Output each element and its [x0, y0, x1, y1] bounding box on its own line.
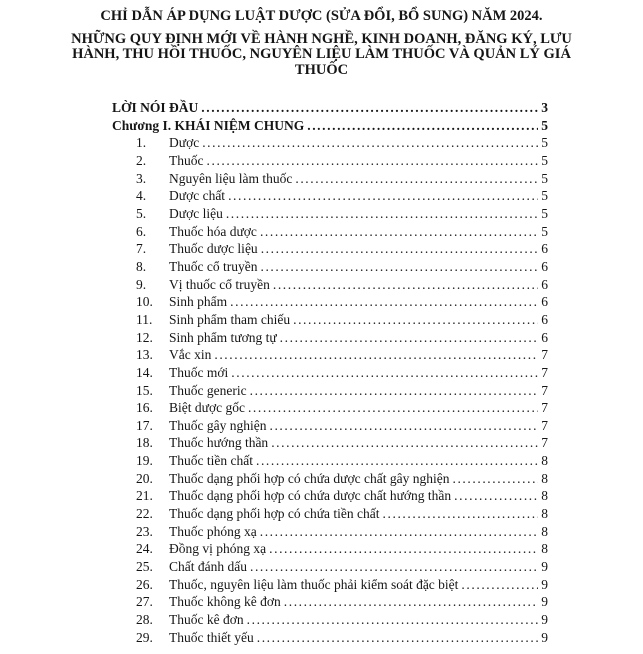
toc-entry: [112, 629, 548, 647]
toc-leader-dots: [230, 293, 538, 311]
toc-entry-label: Thuốc dược liệu: [169, 241, 258, 257]
toc-entry: [112, 117, 548, 135]
toc-leader-dots: [452, 470, 538, 488]
toc-leader-dots: [383, 505, 539, 523]
toc-entry-number: 7.: [136, 241, 147, 257]
title-line: CHỈ DẪN ÁP DỤNG LUẬT DƯỢC (SỬA ĐỔI, BỔ SUNG) NĂM 2024.: [100, 8, 543, 24]
toc-entry-label: Thuốc hóa dược: [169, 223, 257, 239]
toc-entry-page: 5: [541, 117, 548, 133]
toc-leader-dots: [256, 452, 538, 470]
toc-entry: [112, 487, 548, 505]
toc-entry: [112, 523, 548, 541]
toc-entry-label: Thuốc hướng thần: [169, 435, 269, 451]
toc-leader-dots: [293, 311, 538, 329]
toc-leader-dots: [226, 205, 538, 223]
toc-entry-label: Sinh phẩm: [169, 294, 228, 310]
toc-entry-label: Thuốc không kê đơn: [169, 594, 281, 610]
toc-entry: [112, 223, 548, 241]
toc-entry-label: Thuốc phóng xạ: [169, 523, 257, 539]
toc-entry-page: 5: [541, 223, 548, 239]
toc-entry-page: 9: [541, 612, 548, 628]
toc-entry: [112, 276, 548, 294]
toc-entry-page: 7: [541, 364, 548, 380]
toc-entry-page: 6: [541, 258, 548, 274]
toc-entry-page: 7: [541, 417, 548, 433]
toc-entry: [112, 187, 548, 205]
toc-entry-number: 13.: [136, 347, 153, 363]
toc-entry: [112, 382, 548, 400]
toc-entry-label: Thuốc gây nghiện: [169, 417, 267, 433]
toc-entry-page: 8: [541, 541, 548, 557]
toc-leader-dots: [271, 434, 538, 452]
toc-entry-label: Thuốc kê đơn: [169, 612, 244, 628]
toc-entry: [112, 399, 548, 417]
toc-entry: [112, 258, 548, 276]
toc-entry-label: Thuốc dạng phối hợp có chứa dược chất gây nghiện: [169, 470, 450, 486]
toc-entry-page: 5: [541, 135, 548, 151]
toc-entry: [112, 364, 548, 382]
toc-entry-label: LỜI NÓI ĐẦU: [112, 100, 199, 115]
toc-entry: [112, 593, 548, 611]
toc-entry: [112, 329, 548, 347]
toc-entry: [112, 152, 548, 170]
toc-entry-number: 2.: [136, 152, 147, 168]
toc-leader-dots: [273, 276, 538, 294]
toc-entry-number: 11.: [136, 311, 153, 327]
toc-entry-label: Thuốc dạng phối hợp có chứa tiền chất: [169, 506, 380, 522]
toc-entry: [112, 505, 548, 523]
toc-leader-dots: [269, 540, 538, 558]
toc-entry-number: 9.: [136, 276, 147, 292]
toc-entry-page: 8: [541, 506, 548, 522]
toc-leader-dots: [295, 170, 538, 188]
toc-leader-dots: [280, 329, 539, 347]
toc-leader-dots: [284, 593, 539, 611]
toc-entry-label: Vị thuốc cổ truyền: [169, 276, 270, 292]
toc-entry-label: Thuốc, nguyên liệu làm thuốc phải kiểm soát đặc biệt: [169, 576, 459, 592]
toc-entry: [112, 611, 548, 629]
toc-entry-page: 6: [541, 311, 548, 327]
toc-entry: [112, 434, 548, 452]
toc-entry-number: 5.: [136, 205, 147, 221]
toc-entry: [112, 205, 548, 223]
toc-entry-number: 14.: [136, 364, 153, 380]
toc-entry-number: 27.: [136, 594, 153, 610]
toc-entry-label: Thuốc mới: [169, 364, 229, 380]
toc-entry-label: Đồng vị phóng xạ: [169, 541, 267, 557]
toc-leader-dots: [260, 258, 538, 276]
toc-entry: [112, 558, 548, 576]
toc-entry: [112, 576, 548, 594]
toc-list: [112, 99, 548, 646]
toc-leader-dots: [201, 99, 538, 117]
toc-entry-number: 24.: [136, 541, 153, 557]
toc-leader-dots: [250, 558, 538, 576]
toc-entry-page: 7: [541, 400, 548, 416]
toc-entry-label: Dược: [169, 135, 200, 151]
toc-entry-page: 9: [541, 629, 548, 645]
toc-leader-dots: [260, 223, 538, 241]
toc-entry-number: 6.: [136, 223, 147, 239]
toc-entry-number: 15.: [136, 382, 153, 398]
toc-entry: [112, 452, 548, 470]
toc-entry: [112, 240, 548, 258]
toc-entry-number: 29.: [136, 629, 153, 645]
toc-entry-label: Sinh phẩm tham chiếu: [169, 311, 291, 327]
toc-entry-page: 5: [541, 170, 548, 186]
toc-entry-page: 8: [541, 523, 548, 539]
toc-entry-number: 20.: [136, 470, 153, 486]
toc-leader-dots: [247, 611, 539, 629]
toc-leader-dots: [250, 382, 539, 400]
toc-entry-page: 9: [541, 559, 548, 575]
toc-entry-label: Dược liệu: [169, 205, 223, 221]
toc-entry-number: 17.: [136, 417, 153, 433]
toc-entry-label: Sinh phẩm tương tự: [169, 329, 277, 345]
toc-entry-number: 8.: [136, 258, 147, 274]
toc-entry-number: 19.: [136, 453, 153, 469]
toc-entry-page: 6: [541, 294, 548, 310]
toc-entry-label: Thuốc dạng phối hợp có chứa dược chất hướng thần: [169, 488, 452, 504]
toc-entry-number: 4.: [136, 188, 147, 204]
toc-entry-number: 10.: [136, 294, 153, 310]
toc-entry: [112, 346, 548, 364]
toc-entry: [112, 311, 548, 329]
toc-entry-page: 9: [541, 594, 548, 610]
document-title: [70, 9, 573, 78]
toc-entry-number: 22.: [136, 506, 153, 522]
toc-entry-page: 3: [541, 100, 548, 115]
toc-entry-page: 5: [541, 205, 548, 221]
toc-leader-dots: [461, 576, 538, 594]
toc-leader-dots: [257, 629, 539, 647]
toc-entry-page: 7: [541, 382, 548, 398]
toc-entry-number: 26.: [136, 576, 153, 592]
toc-entry-label: Vắc xin: [169, 347, 212, 363]
toc-leader-dots: [228, 187, 538, 205]
toc-entry-page: 5: [541, 188, 548, 204]
subtitle-line: THUỐC: [294, 61, 349, 78]
toc-entry-number: 12.: [136, 329, 153, 345]
toc-entry-label: Dược chất: [169, 188, 226, 204]
toc-entry-number: 18.: [136, 435, 153, 451]
toc-entry-page: 8: [541, 453, 548, 469]
toc-entry-label: Nguyên liệu làm thuốc: [169, 170, 293, 186]
toc-entry-page: 5: [541, 152, 548, 168]
toc-entry-label: Biệt dược gốc: [169, 400, 245, 416]
toc-entry: [112, 99, 548, 117]
toc-leader-dots: [269, 417, 538, 435]
toc-entry: [112, 170, 548, 188]
toc-entry-label: Chương I. KHÁI NIỆM CHUNG: [112, 117, 305, 133]
toc-entry-page: 7: [541, 435, 548, 451]
toc-entry-number: 3.: [136, 170, 147, 186]
toc-entry-page: 9: [541, 576, 548, 592]
toc-entry-page: 7: [541, 347, 548, 363]
toc-entry-label: Thuốc cổ truyền: [169, 258, 258, 274]
toc-leader-dots: [260, 523, 539, 541]
toc-entry-number: 21.: [136, 488, 153, 504]
toc-entry-page: 6: [541, 276, 548, 292]
toc-leader-dots: [454, 487, 538, 505]
toc-entry-label: Thuốc thiết yếu: [169, 629, 254, 645]
toc-entry-label: Thuốc: [169, 152, 204, 168]
toc-leader-dots: [214, 346, 538, 364]
subtitle-line: NHỮNG QUY ĐỊNH MỚI VỀ HÀNH NGHỀ, KINH DOANH, ĐĂNG KÝ, LƯU: [71, 30, 572, 47]
toc-leader-dots: [202, 134, 538, 152]
toc-entry-page: 8: [541, 488, 548, 504]
toc-entry: [112, 470, 548, 488]
toc-leader-dots: [248, 399, 538, 417]
toc-entry-label: Chất đánh dấu: [169, 559, 247, 575]
toc-entry-number: 25.: [136, 559, 153, 575]
toc-entry-number: 23.: [136, 523, 153, 539]
toc-entry: [112, 293, 548, 311]
toc-entry-label: Thuốc generic: [169, 382, 247, 398]
toc-leader-dots: [231, 364, 538, 382]
toc-entry-number: 28.: [136, 612, 153, 628]
toc-entry-number: 16.: [136, 400, 153, 416]
toc-entry-page: 6: [541, 241, 548, 257]
toc-entry-page: 6: [541, 329, 548, 345]
toc-leader-dots: [307, 117, 538, 135]
toc-leader-dots: [207, 152, 539, 170]
toc-entry: [112, 134, 548, 152]
toc-leader-dots: [261, 240, 539, 258]
toc-entry-label: Thuốc tiền chất: [169, 453, 253, 469]
toc-entry-number: 1.: [136, 135, 147, 151]
subtitle-line: HÀNH, THU HỒI THUỐC, NGUYÊN LIỆU LÀM THUỐC VÀ QUẢN LÝ GIÁ: [72, 46, 571, 62]
toc-entry-page: 8: [541, 470, 548, 486]
toc-entry: [112, 417, 548, 435]
toc-entry: [112, 540, 548, 558]
